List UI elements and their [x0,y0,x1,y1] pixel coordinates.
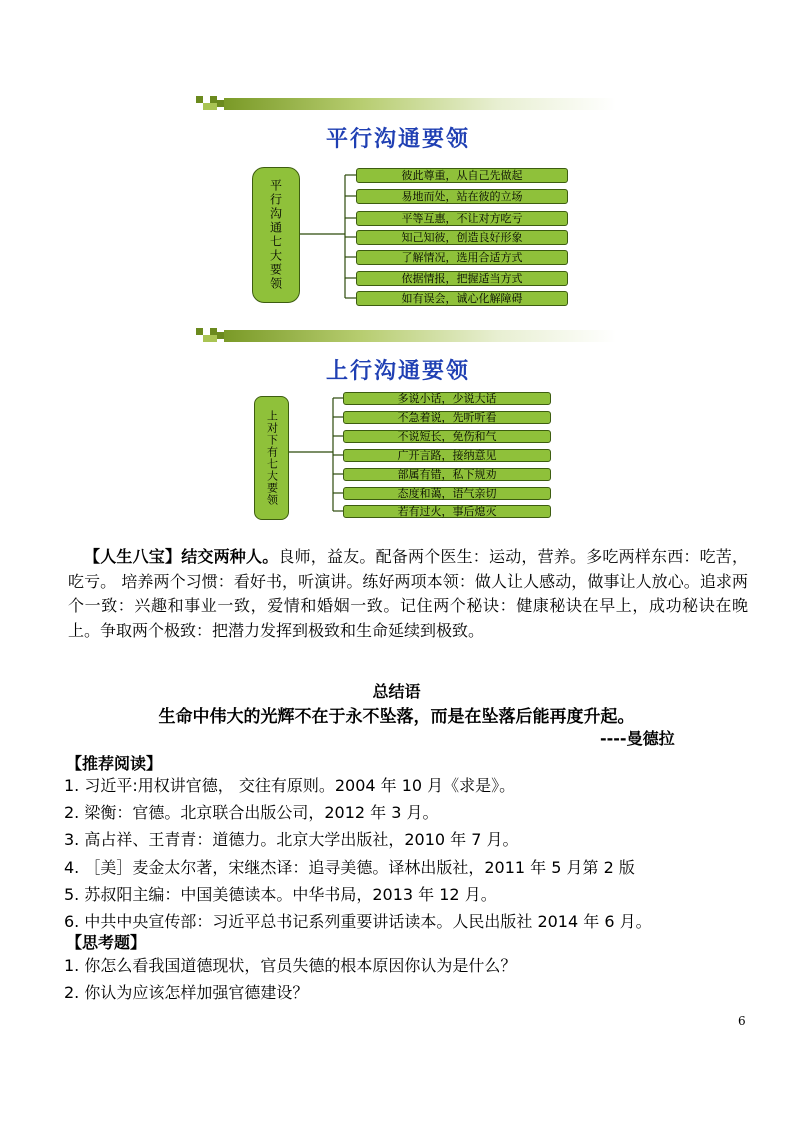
diagram2-item: 若有过火，事后熄灭 [343,505,551,518]
diagram1-item: 依据情报，把握适当方式 [356,271,568,286]
reading-item: 5. 苏叔阳主编：中国美德读本。中华书局，2013 年 12 月。 [64,884,497,904]
reading-list [64,772,652,935]
questions-list [64,952,516,1006]
conclusion-author: ----曼德拉 [600,729,675,748]
diagram1-item: 易地而处，站在彼的立场 [356,189,568,204]
reading-item: 3. 高占祥、王青青：道德力。北京大学出版社，2010 年 7 月。 [64,830,519,850]
question-item: 2. 你认为应该怎样加强官德建设？ [64,983,309,1003]
diagram2-item: 多说小话，少说大话 [343,392,551,405]
diagram1-item: 彼此尊重，从自己先做起 [356,168,568,183]
diagram2-item: 部属有错，私下规劝 [343,468,551,481]
diagram1-item: 平等互惠，不让对方吃亏 [356,211,568,226]
diagram2-title: 上行沟通要领 [326,359,471,384]
diagram1-root: 平行沟通七大要领 [252,167,300,303]
page-number: 6 [738,1014,746,1028]
diagram2-root: 上对下有七大要领 [254,396,289,520]
question-item: 1. 你怎么看我国道德现状，官员失德的根本原因你认为是什么？ [64,956,517,975]
diagram1-item: 了解情况，选用合适方式 [356,250,568,265]
diagram2-item: 广开言路，接纳意见 [343,449,551,462]
diagram2-item: 不说短长，免伤和气 [343,430,551,443]
paragraph-body: 良师，益友。配备两个医生：运动，营养。多吃两样东西：吃苦，吃亏。 培养两个习惯：看好书，听演讲。练好两项本领：做人让人感动，做事让人放心。追求两个一致：兴趣和事业一致，爱情和婚姻一致。记住两个秘诀：健康秘诀在早上，成功秘诀在晚上。争取两个极致：把潜力发挥到极致和生命延续到极致。 [68,547,748,640]
diagram2-item: 不急着说，先听听看 [343,411,551,424]
diagram1-title: 平行沟通要领 [326,127,471,152]
reading-item: 2. 梁衡：官德。北京联合出版公司，2012 年 3 月。 [64,803,439,823]
reading-item: 1. 习近平:用权讲官德， 交往有原则。2004 年 10 月《求是》。 [64,776,516,795]
diagram2-item: 态度和蔼，语气亲切 [343,487,551,500]
life-eight-treasures-paragraph [68,545,748,643]
conclusion-title: 总结语 [372,682,421,701]
questions-heading: 【思考题】 [66,933,147,952]
reading-heading: 【推荐阅读】 [66,754,163,773]
conclusion-quote: 生命中伟大的光辉不在于永不坠落，而是在坠落后能再度升起。 [158,707,635,727]
reading-item: 6. 中共中央宣传部：习近平总书记系列重要讲话读本。人民出版社 2014 年 6 月。 [64,912,652,932]
paragraph-lead: 【人生八宝】结交两种人。 [84,547,279,566]
diagram1-item: 知己知彼，创造良好形象 [356,230,568,245]
diagram1-item: 如有误会，诚心化解障碍 [356,291,568,306]
reading-item: 4. ［美］麦金太尔著，宋继杰译：追寻美德。译林出版社，2011 年 5 月第 2 版 [64,857,635,877]
